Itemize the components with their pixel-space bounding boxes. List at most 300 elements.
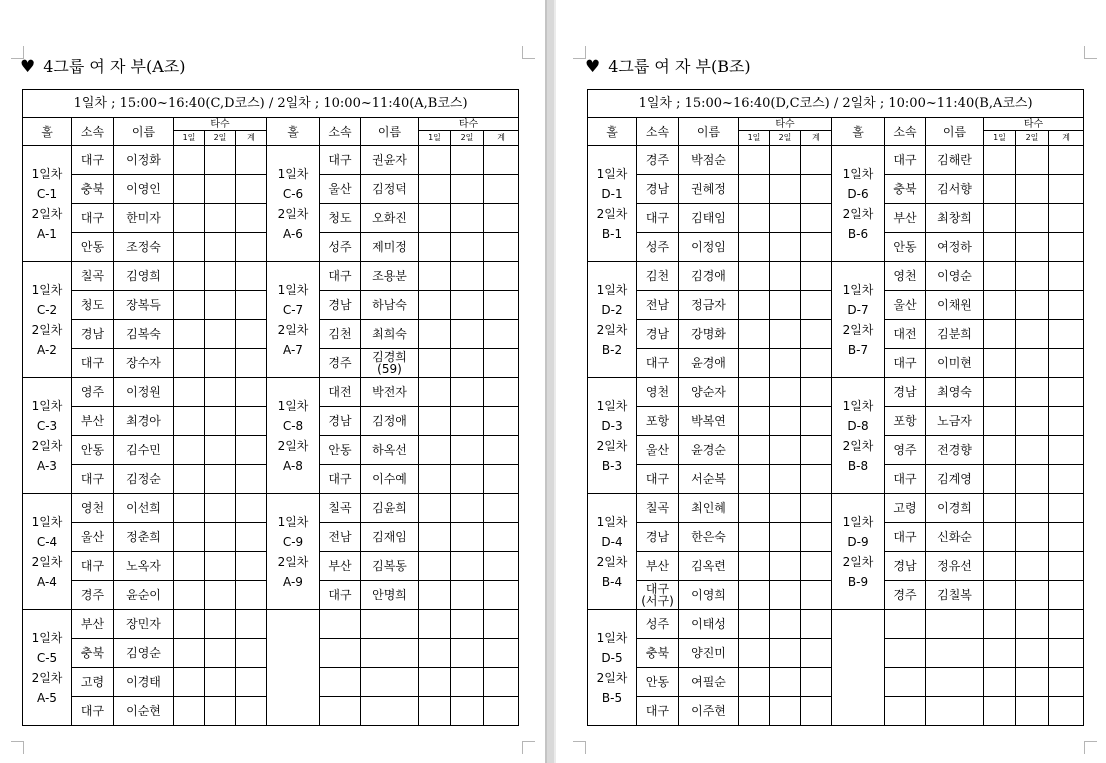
score-day1-cell[interactable]	[174, 146, 205, 175]
score-total-cell[interactable]	[801, 349, 832, 378]
score-day2-cell[interactable]	[451, 378, 484, 407]
score-total-cell[interactable]	[236, 233, 267, 262]
score-day2-cell[interactable]	[205, 494, 236, 523]
score-day2-cell[interactable]	[451, 291, 484, 320]
hole-line: A-8	[283, 458, 303, 473]
score-total-cell[interactable]	[236, 494, 267, 523]
name-cell: 이영순	[926, 262, 984, 291]
score-day2-cell[interactable]	[205, 378, 236, 407]
schedule-table	[587, 89, 1084, 726]
score-total-cell[interactable]	[801, 407, 832, 436]
score-total-cell[interactable]	[236, 668, 267, 697]
score-day2-cell[interactable]	[205, 552, 236, 581]
score-day2-cell[interactable]	[451, 204, 484, 233]
score-day2-cell[interactable]	[451, 697, 484, 726]
score-day2-cell[interactable]	[205, 233, 236, 262]
hole-line: 1일차	[31, 166, 63, 181]
score-day1-cell[interactable]	[984, 465, 1016, 494]
score-total-cell[interactable]	[236, 436, 267, 465]
hole-line: C-3	[36, 418, 58, 433]
score-total-cell[interactable]	[801, 320, 832, 349]
score-day1-cell[interactable]	[739, 610, 770, 639]
score-total-cell[interactable]	[801, 204, 832, 233]
score-total-cell[interactable]	[1049, 349, 1084, 378]
hole-line: B-8	[847, 458, 869, 473]
score-day1-cell[interactable]	[419, 639, 451, 668]
score-day2-cell[interactable]	[770, 581, 801, 610]
score-day1-cell[interactable]	[739, 320, 770, 349]
score-total-cell[interactable]	[236, 407, 267, 436]
table-row	[23, 378, 519, 407]
hole-cell	[588, 494, 637, 610]
score-day2-cell[interactable]	[451, 175, 484, 204]
score-total-cell[interactable]	[801, 668, 832, 697]
score-day2-cell[interactable]	[770, 233, 801, 262]
hole-line: D-3	[601, 418, 623, 433]
score-day1-cell[interactable]	[174, 552, 205, 581]
score-day1-cell[interactable]	[739, 581, 770, 610]
score-total-cell[interactable]	[236, 610, 267, 639]
name-cell: 여필순	[679, 668, 739, 697]
score-day1-cell[interactable]	[419, 523, 451, 552]
score-total-cell[interactable]	[484, 668, 519, 697]
score-total-cell[interactable]	[801, 639, 832, 668]
score-total-cell[interactable]	[484, 581, 519, 610]
score-day2-cell[interactable]	[451, 610, 484, 639]
score-total-cell[interactable]	[1049, 465, 1084, 494]
score-day1-cell[interactable]	[419, 697, 451, 726]
score-day1-cell[interactable]	[174, 204, 205, 233]
hole-line: 2일차	[31, 670, 63, 685]
score-total-cell[interactable]	[1049, 610, 1084, 639]
score-day2-cell[interactable]	[770, 552, 801, 581]
score-day1-cell[interactable]	[174, 494, 205, 523]
hole-cell	[832, 494, 885, 610]
score-day2-cell[interactable]	[451, 668, 484, 697]
score-day2-cell[interactable]	[451, 349, 484, 378]
score-day1-cell[interactable]	[739, 697, 770, 726]
score-total-cell[interactable]	[236, 349, 267, 378]
score-day2-cell[interactable]	[1016, 349, 1049, 378]
hole-cell	[23, 494, 72, 610]
score-day1-cell[interactable]	[174, 581, 205, 610]
score-day1-cell[interactable]	[984, 668, 1016, 697]
score-day2-cell[interactable]	[770, 291, 801, 320]
table-row	[588, 378, 1084, 407]
score-day2-cell[interactable]	[770, 523, 801, 552]
hole-cell	[23, 610, 72, 726]
score-total-cell[interactable]	[801, 291, 832, 320]
score-total-cell[interactable]	[1049, 639, 1084, 668]
score-total-cell[interactable]	[801, 494, 832, 523]
name-cell: 김재임	[361, 523, 419, 552]
score-day1-cell[interactable]	[984, 639, 1016, 668]
score-day2-cell[interactable]	[1016, 407, 1049, 436]
name-cell: 이영희	[679, 581, 739, 610]
score-day2-cell[interactable]	[1016, 291, 1049, 320]
score-total-cell[interactable]	[1049, 552, 1084, 581]
score-day2-cell[interactable]	[451, 146, 484, 175]
score-day2-cell[interactable]	[1016, 668, 1049, 697]
score-total-cell[interactable]	[484, 146, 519, 175]
score-day1-cell[interactable]	[984, 581, 1016, 610]
team-cell: 경남	[637, 320, 679, 349]
team-cell: 부산	[72, 407, 114, 436]
score-day2-cell[interactable]	[451, 552, 484, 581]
hole-line: A-2	[37, 342, 57, 357]
score-total-cell[interactable]	[484, 523, 519, 552]
score-day2-cell[interactable]	[205, 349, 236, 378]
score-total-cell[interactable]	[1049, 407, 1084, 436]
score-day2-cell[interactable]	[770, 349, 801, 378]
score-total-cell[interactable]	[484, 175, 519, 204]
score-day2-cell[interactable]	[770, 465, 801, 494]
score-day2-cell[interactable]	[1016, 552, 1049, 581]
score-total-cell[interactable]	[1049, 146, 1084, 175]
table-row	[588, 146, 1084, 175]
score-day1-cell[interactable]	[174, 291, 205, 320]
score-day1-cell[interactable]	[419, 378, 451, 407]
score-day2-cell[interactable]	[1016, 233, 1049, 262]
score-day1-cell[interactable]	[739, 523, 770, 552]
score-day2-cell[interactable]	[205, 436, 236, 465]
score-total-cell[interactable]	[236, 320, 267, 349]
score-day2-cell[interactable]	[1016, 523, 1049, 552]
name-cell: 이선희	[114, 494, 174, 523]
score-total-cell[interactable]	[236, 639, 267, 668]
team-cell	[320, 610, 361, 639]
score-total-cell[interactable]	[801, 146, 832, 175]
page-title	[20, 55, 185, 79]
score-day1-cell[interactable]	[174, 697, 205, 726]
score-day2-cell[interactable]	[1016, 697, 1049, 726]
page-title	[585, 55, 751, 79]
score-day1-cell[interactable]	[419, 436, 451, 465]
score-total-cell[interactable]	[801, 436, 832, 465]
score-total-cell[interactable]	[484, 349, 519, 378]
score-day2-cell[interactable]	[451, 233, 484, 262]
score-day1-cell[interactable]	[174, 523, 205, 552]
score-day1-cell[interactable]	[739, 233, 770, 262]
score-day2-cell[interactable]	[205, 639, 236, 668]
hole-cell	[23, 262, 72, 378]
score-day2-cell[interactable]	[1016, 175, 1049, 204]
score-day2-cell[interactable]	[205, 204, 236, 233]
score-day2-cell[interactable]	[770, 262, 801, 291]
score-day2-cell[interactable]	[205, 581, 236, 610]
score-day1-cell[interactable]	[739, 552, 770, 581]
score-total-cell[interactable]	[484, 639, 519, 668]
score-day1-cell[interactable]	[984, 494, 1016, 523]
score-day2-cell[interactable]	[1016, 610, 1049, 639]
score-day2-cell[interactable]	[770, 668, 801, 697]
heart-icon: ♥	[585, 57, 601, 77]
score-total-cell[interactable]	[1049, 175, 1084, 204]
score-day2-cell[interactable]	[451, 523, 484, 552]
team-cell: 안동	[637, 668, 679, 697]
score-day2-cell[interactable]	[1016, 465, 1049, 494]
score-day2-cell[interactable]	[1016, 204, 1049, 233]
score-day1-cell[interactable]	[174, 668, 205, 697]
score-day1-cell[interactable]	[739, 175, 770, 204]
score-total-cell[interactable]	[236, 146, 267, 175]
score-total-cell[interactable]	[801, 697, 832, 726]
score-day1-cell[interactable]	[419, 581, 451, 610]
score-day2-cell[interactable]	[451, 465, 484, 494]
score-total-cell[interactable]	[236, 581, 267, 610]
hole-line: D-2	[601, 302, 623, 317]
score-total-cell[interactable]	[484, 407, 519, 436]
score-day1-cell[interactable]	[984, 523, 1016, 552]
score-day1-cell[interactable]	[419, 349, 451, 378]
score-day2-cell[interactable]	[205, 146, 236, 175]
score-day1-cell[interactable]	[174, 175, 205, 204]
score-total-cell[interactable]	[1049, 523, 1084, 552]
score-total-cell[interactable]	[1049, 262, 1084, 291]
score-day1-cell[interactable]	[739, 465, 770, 494]
score-day2-cell[interactable]	[1016, 581, 1049, 610]
hole-cell	[832, 146, 885, 262]
hole-line: B-9	[847, 574, 869, 589]
score-day2-cell[interactable]	[451, 320, 484, 349]
score-day1-cell[interactable]	[984, 291, 1016, 320]
score-day1-cell[interactable]	[984, 610, 1016, 639]
score-day2-cell[interactable]	[205, 668, 236, 697]
name-cell: 한미자	[114, 204, 174, 233]
score-total-cell[interactable]	[1049, 697, 1084, 726]
score-day1-cell[interactable]	[984, 233, 1016, 262]
score-day2-cell[interactable]	[1016, 146, 1049, 175]
score-total-cell[interactable]	[1049, 494, 1084, 523]
score-day1-cell[interactable]	[419, 320, 451, 349]
score-day1-cell[interactable]	[174, 610, 205, 639]
score-day2-cell[interactable]	[770, 407, 801, 436]
score-total-cell[interactable]	[236, 262, 267, 291]
score-day2-cell[interactable]	[1016, 494, 1049, 523]
score-day1-cell[interactable]	[984, 378, 1016, 407]
hole-line: C-8	[282, 418, 304, 433]
score-day1-cell[interactable]	[739, 494, 770, 523]
score-day2-cell[interactable]	[770, 378, 801, 407]
score-total-cell[interactable]	[1049, 436, 1084, 465]
score-day1-cell[interactable]	[739, 146, 770, 175]
hole-line: 1일차	[31, 282, 63, 297]
score-day1-cell[interactable]	[419, 175, 451, 204]
score-total-cell[interactable]	[484, 436, 519, 465]
score-total-cell[interactable]	[484, 610, 519, 639]
score-day1-cell[interactable]	[984, 349, 1016, 378]
name-cell: 최창희	[926, 204, 984, 233]
score-total-cell[interactable]	[1049, 320, 1084, 349]
score-day1-cell[interactable]	[739, 668, 770, 697]
score-total-cell[interactable]	[236, 204, 267, 233]
team-cell	[885, 697, 926, 726]
score-day1-cell[interactable]	[174, 378, 205, 407]
score-day1-cell[interactable]	[419, 262, 451, 291]
score-total-cell[interactable]	[484, 204, 519, 233]
score-total-cell[interactable]	[801, 465, 832, 494]
score-day2-cell[interactable]	[1016, 320, 1049, 349]
score-day2-cell[interactable]	[205, 262, 236, 291]
score-day1-cell[interactable]	[984, 204, 1016, 233]
score-day2-cell[interactable]	[205, 175, 236, 204]
score-total-cell[interactable]	[236, 697, 267, 726]
score-day1-cell[interactable]	[739, 349, 770, 378]
score-day1-cell[interactable]	[739, 291, 770, 320]
score-total-cell[interactable]	[1049, 233, 1084, 262]
name-cell: 장복득	[114, 291, 174, 320]
hole-cell	[23, 378, 72, 494]
score-total-cell[interactable]	[236, 175, 267, 204]
score-total-cell[interactable]	[1049, 291, 1084, 320]
score-day1-cell[interactable]	[984, 436, 1016, 465]
score-day1-cell[interactable]	[174, 262, 205, 291]
score-total-cell[interactable]	[801, 175, 832, 204]
score-day1-cell[interactable]	[174, 233, 205, 262]
team-cell: 경남	[637, 523, 679, 552]
score-day1-cell[interactable]	[174, 320, 205, 349]
score-day1-cell[interactable]	[419, 494, 451, 523]
score-day1-cell[interactable]	[419, 407, 451, 436]
score-day1-cell[interactable]	[739, 639, 770, 668]
score-total-cell[interactable]	[484, 552, 519, 581]
score-day1-cell[interactable]	[984, 175, 1016, 204]
header-score: 타수	[419, 118, 519, 131]
score-day1-cell[interactable]	[739, 436, 770, 465]
team-cell: 충북	[885, 175, 926, 204]
score-day2-cell[interactable]	[451, 262, 484, 291]
score-day1-cell[interactable]	[174, 407, 205, 436]
score-total-cell[interactable]	[801, 581, 832, 610]
score-total-cell[interactable]	[236, 291, 267, 320]
score-total-cell[interactable]	[484, 697, 519, 726]
score-total-cell[interactable]	[801, 523, 832, 552]
score-total-cell[interactable]	[1049, 581, 1084, 610]
score-total-cell[interactable]	[801, 262, 832, 291]
document-page-b	[556, 0, 1106, 763]
score-day1-cell[interactable]	[739, 204, 770, 233]
score-day1-cell[interactable]	[984, 262, 1016, 291]
score-day2-cell[interactable]	[205, 407, 236, 436]
score-day1-cell[interactable]	[419, 204, 451, 233]
name-cell: 여정하	[926, 233, 984, 262]
score-day1-cell[interactable]	[419, 291, 451, 320]
hole-line: 1일차	[31, 398, 63, 413]
name-cell	[361, 668, 419, 697]
name-cell: 김칠복	[926, 581, 984, 610]
score-day1-cell[interactable]	[984, 552, 1016, 581]
score-total-cell[interactable]	[484, 233, 519, 262]
team-cell: 대구	[637, 204, 679, 233]
score-day2-cell[interactable]	[770, 639, 801, 668]
score-day2-cell[interactable]	[770, 494, 801, 523]
score-day2-cell[interactable]	[770, 610, 801, 639]
score-total-cell[interactable]	[236, 552, 267, 581]
score-total-cell[interactable]	[484, 291, 519, 320]
score-total-cell[interactable]	[1049, 668, 1084, 697]
score-total-cell[interactable]	[484, 262, 519, 291]
name-cell: 김영순	[114, 639, 174, 668]
score-day1-cell[interactable]	[739, 407, 770, 436]
score-day2-cell[interactable]	[1016, 262, 1049, 291]
score-day1-cell[interactable]	[419, 668, 451, 697]
team-cell: 청도	[320, 204, 361, 233]
score-total-cell[interactable]	[801, 233, 832, 262]
name-cell: 김영희	[114, 262, 174, 291]
hole-line: 2일차	[277, 206, 309, 221]
score-day1-cell[interactable]	[174, 436, 205, 465]
name-cell: 이미현	[926, 349, 984, 378]
score-day1-cell[interactable]	[419, 146, 451, 175]
score-day1-cell[interactable]	[419, 552, 451, 581]
score-day2-cell[interactable]	[205, 523, 236, 552]
score-day2-cell[interactable]	[1016, 436, 1049, 465]
score-day2-cell[interactable]	[770, 436, 801, 465]
score-day2-cell[interactable]	[770, 175, 801, 204]
score-day2-cell[interactable]	[451, 639, 484, 668]
score-day2-cell[interactable]	[205, 291, 236, 320]
schedule-line: 1일차 ; 15:00~16:40(C,D코스) / 2일차 ; 10:00~11:40(A,B코스)	[23, 90, 519, 118]
name-cell: 김정애	[361, 407, 419, 436]
score-total-cell[interactable]	[801, 378, 832, 407]
name-cell: 윤경순	[679, 436, 739, 465]
score-day1-cell[interactable]	[984, 697, 1016, 726]
score-day1-cell[interactable]	[419, 465, 451, 494]
score-day2-cell[interactable]	[1016, 639, 1049, 668]
score-total-cell[interactable]	[236, 378, 267, 407]
score-total-cell[interactable]	[484, 465, 519, 494]
score-day1-cell[interactable]	[739, 378, 770, 407]
score-total-cell[interactable]	[236, 523, 267, 552]
score-day2-cell[interactable]	[451, 436, 484, 465]
score-total-cell[interactable]	[484, 378, 519, 407]
score-day1-cell[interactable]	[419, 610, 451, 639]
score-day2-cell[interactable]	[205, 697, 236, 726]
score-day2-cell[interactable]	[451, 494, 484, 523]
score-day1-cell[interactable]	[174, 639, 205, 668]
score-day1-cell[interactable]	[984, 320, 1016, 349]
score-day1-cell[interactable]	[174, 349, 205, 378]
score-total-cell[interactable]	[236, 465, 267, 494]
score-day2-cell[interactable]	[770, 320, 801, 349]
score-day2-cell[interactable]	[770, 697, 801, 726]
score-total-cell[interactable]	[801, 552, 832, 581]
score-total-cell[interactable]	[484, 494, 519, 523]
score-day2-cell[interactable]	[451, 407, 484, 436]
score-day2-cell[interactable]	[205, 320, 236, 349]
score-total-cell[interactable]	[1049, 204, 1084, 233]
score-day2-cell[interactable]	[451, 581, 484, 610]
score-day2-cell[interactable]	[205, 610, 236, 639]
score-day1-cell[interactable]	[174, 465, 205, 494]
score-day1-cell[interactable]	[984, 146, 1016, 175]
score-day2-cell[interactable]	[770, 146, 801, 175]
hole-line: 1일차	[31, 630, 63, 645]
score-total-cell[interactable]	[1049, 378, 1084, 407]
score-day1-cell[interactable]	[419, 233, 451, 262]
score-day2-cell[interactable]	[1016, 378, 1049, 407]
score-day1-cell[interactable]	[739, 262, 770, 291]
score-day1-cell[interactable]	[984, 407, 1016, 436]
hole-line: 2일차	[31, 322, 63, 337]
team-cell: 부산	[885, 204, 926, 233]
team-cell: 충북	[72, 175, 114, 204]
team-cell: 경남	[637, 175, 679, 204]
score-total-cell[interactable]	[801, 610, 832, 639]
score-day2-cell[interactable]	[770, 204, 801, 233]
score-day2-cell[interactable]	[205, 465, 236, 494]
score-total-cell[interactable]	[484, 320, 519, 349]
